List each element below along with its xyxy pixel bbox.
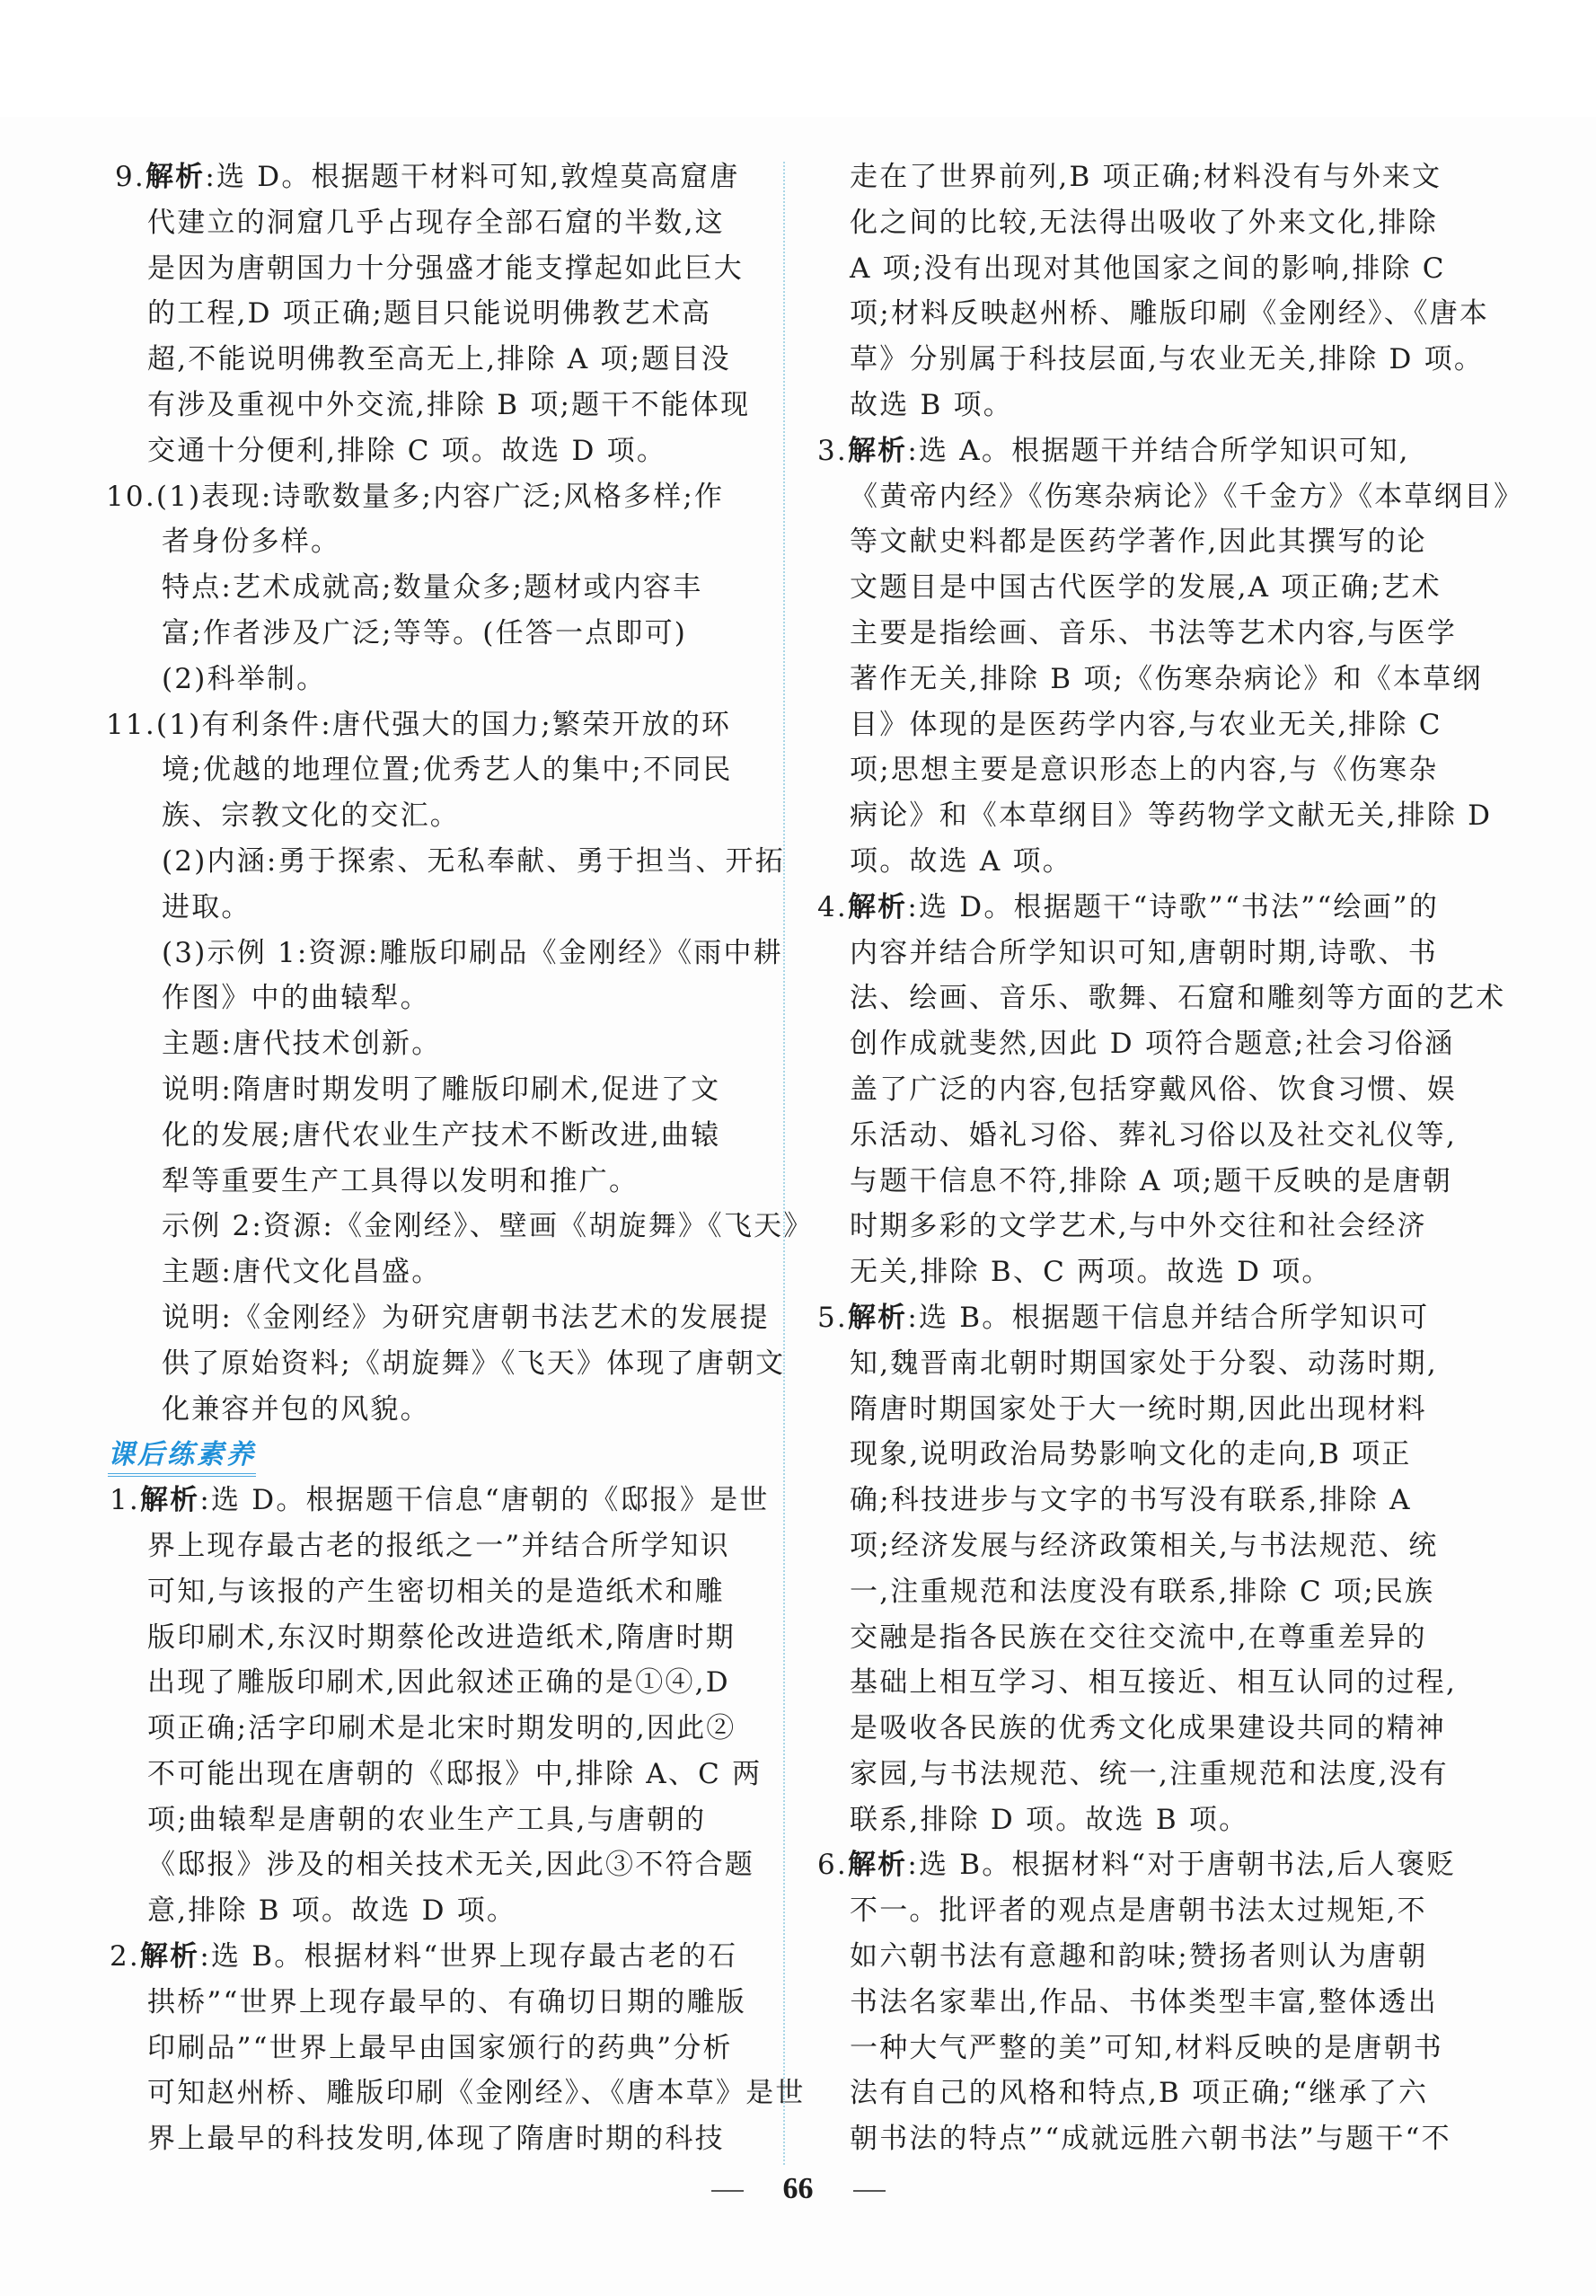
answer-line: 特点:艺术成就高;数量众多;题材或内容丰 [162,571,703,605]
analysis-label: 解析 [139,1484,200,1517]
answer-item-5 [817,1295,1477,1843]
answer-line: 文题目是中国古代医学的发展,A 项正确;艺术 [850,571,1442,605]
answer-line: 3.解析:选 A。根据题干并结合所学知识可知, [817,428,1477,474]
answer-line: 的工程,D 项正确;题目只能说明佛教艺术高 [147,297,712,331]
answer-line: 《邸报》涉及的相关技术无关,因此③不符合题 [147,1849,755,1882]
analysis-label: 解析 [847,890,908,923]
item-number: 1. [110,1484,140,1517]
answer-line: 项正确;活字印刷术是北宋时期发明的,因此② [147,1712,736,1745]
answer-line: 族、宗教文化的交汇。 [162,799,460,833]
answer-line: 走在了世界前列,B 项正确;材料没有与外来文 [850,161,1442,193]
answer-line: 交通十分便利,排除 C 项。故选 D 项。 [147,434,667,467]
answer-line: 9.解析:选 D。根据题干材料可知,敦煌莫高窟唐 [115,155,775,200]
answer-item-2-continuation [817,155,1490,428]
answer-line: 创作成就斐然,因此 D 项符合题意;社会习俗涵 [850,1028,1455,1061]
answer-line: 法有自己的风格和特点,B 项正确;“继承了六 [850,2077,1429,2110]
item-number: 3. [817,434,848,467]
answer-line: 版印刷术,东汉时期蔡伦改进造纸术,隋唐时期 [147,1620,736,1654]
answer-line: 犁等重要生产工具得以发明和推广。 [162,1164,639,1197]
answer-line: 说明:隋唐时期发明了雕版印刷术,促进了文 [162,1073,721,1106]
answer-line: 乐活动、婚礼习俗、葬礼习俗以及社交礼仪等, [850,1118,1458,1152]
answer-line: 等文献史料都是医药学著作,因此其撰写的论 [850,525,1427,559]
answer-line: 知,魏晋南北朝时期国家处于分裂、动荡时期, [850,1347,1438,1380]
answer-line: 作图》中的曲辕犁。 [162,982,430,1015]
answer-line: 代建立的洞窟几乎占现存全部石窟的半数,这 [147,206,725,239]
left-column [106,155,814,2162]
analysis-label: 解析 [847,1849,908,1882]
answer-line: 项;曲辕犁是唐朝的农业生产工具,与唐朝的 [147,1803,707,1836]
answer-line: (2)内涵:勇于探索、无私奉献、勇于担当、开拓 [162,844,785,878]
page-number-footer [0,2172,1596,2206]
answer-line: 盖了广泛的内容,包括穿戴风俗、饮食习惯、娱 [850,1073,1458,1106]
answer-line: 著作无关,排除 B 项;《伤寒杂病论》和《本草纲 [850,662,1483,695]
answer-line: 《黄帝内经》《伤寒杂病论》《千金方》《本草纲目》 [850,480,1524,513]
answer-line: 家园,与书法规范、统一,注重规范和法度,没有 [850,1757,1449,1790]
item-number: 10. [106,480,156,513]
answer-item-1 [110,1478,775,1934]
answer-line: 时期多彩的文学艺术,与中外交往和社会经济 [850,1210,1427,1243]
answer-line: 进取。 [162,890,251,923]
answer-line: 隋唐时期国家处于大一统时期,因此出现材料 [850,1392,1427,1426]
answer-line: 主要是指绘画、音乐、书法等艺术内容,与医学 [850,616,1458,649]
section-heading: 课后练素养 [108,1437,256,1477]
answer-line: 示例 2:资源:《金刚经》、壁画《胡旋舞》《飞天》 [162,1210,814,1243]
item-number: 2. [110,1940,140,1974]
answer-item-9 [115,155,775,474]
answer-line: 化的发展;唐代农业生产技术不断改进,曲辕 [162,1118,721,1152]
answer-line: 4.解析:选 D。根据题干“诗歌”“书法”“绘画”的 [817,885,1477,931]
analysis-label: 解析 [145,161,206,193]
answer-line: 2.解析:选 B。根据材料“世界上现存最古老的石 [110,1934,775,1980]
answer-line: (2)科举制。 [162,662,327,695]
answer-line: 界上现存最古老的报纸之一”并结合所学知识 [147,1529,730,1562]
page-number-dash-right [853,2190,886,2192]
answer-line: 主题:唐代文化昌盛。 [162,1256,442,1289]
answer-line: 项。故选 A 项。 [850,844,1072,878]
answer-line: 印刷品”“世界上最早由国家颁行的药典”分析 [147,2031,733,2064]
answer-line: 联系,排除 D 项。故选 B 项。 [850,1803,1249,1836]
item-number: 9. [115,161,145,193]
page-number: 66 [782,2172,814,2205]
answer-line: 确;科技进步与文字的书写没有联系,排除 A [850,1484,1412,1517]
answer-line: 不一。批评者的观点是唐朝书法太过规矩,不 [850,1894,1427,1928]
answer-line: 目》体现的是医药学内容,与农业无关,排除 C [850,708,1442,741]
answer-line: A 项;没有出现对其他国家之间的影响,排除 C [850,252,1446,285]
answer-item-3 [817,428,1524,885]
answer-line: 草》分别属于科技层面,与农业无关,排除 D 项。 [850,343,1485,376]
answer-line: 1.解析:选 D。根据题干信息“唐朝的《邸报》是世 [110,1478,775,1523]
answer-line: 故选 B 项。 [850,388,1013,421]
answer-line: 现象,说明政治局势影响文化的走向,B 项正 [850,1438,1412,1471]
answer-line: 富;作者涉及广泛;等等。(任答一点即可) [162,616,688,649]
answer-line: 11.(1)有利条件:唐代强大的国力;繁荣开放的环 [106,702,775,748]
answer-line: 与题干信息不符,排除 A 项;题干反映的是唐朝 [850,1164,1452,1197]
answer-line: 无关,排除 B、C 两项。故选 D 项。 [850,1256,1332,1289]
answer-line: 界上最早的科技发明,体现了隋唐时期的科技 [147,2123,725,2156]
item-number: 11. [106,708,156,741]
answer-line: 基础上相互学习、相互接近、相互认同的过程, [850,1666,1458,1700]
answer-line: 化兼容并包的风貌。 [162,1392,430,1426]
answer-line: 境;优越的地理位置;优秀艺人的集中;不同民 [162,754,733,787]
answer-line: 化之间的比较,无法得出吸收了外来文化,排除 [850,206,1438,239]
answer-line: 是吸收各民族的优秀文化成果建设共同的精神 [850,1712,1446,1745]
answer-item-11 [106,702,814,1433]
answer-line: 交融是指各民族在交往交流中,在尊重差异的 [850,1620,1427,1654]
answer-line: 主题:唐代技术创新。 [162,1028,442,1061]
answer-item-4 [817,885,1506,1295]
item-number: 6. [817,1849,848,1882]
answer-line: 意,排除 B 项。故选 D 项。 [147,1894,517,1928]
answer-line: 一种大气严整的美”可知,材料反映的是唐朝书 [850,2031,1443,2064]
answer-line: 朝书法的特点”“成就远胜六朝书法”与题干“不 [850,2123,1451,2156]
answer-line: 是因为唐朝国力十分强盛才能支撑起如此巨大 [147,252,744,285]
column-divider [783,162,785,2165]
answer-line: 有涉及重视中外交流,排除 B 项;题干不能体现 [147,388,751,421]
answer-item-6 [817,1842,1477,2162]
page-number-dash-left [711,2190,744,2192]
answer-line: 5.解析:选 B。根据题干信息并结合所学知识可 [817,1295,1477,1341]
answer-line: 出现了雕版印刷术,因此叙述正确的是①④,D [147,1666,730,1700]
answer-line: 如六朝书法有意趣和韵味;赞扬者则认为唐朝 [850,1940,1428,1974]
answer-line: 项;经济发展与经济政策相关,与书法规范、统 [850,1529,1439,1562]
section-heading-row [108,1432,775,1478]
answer-line: 书法名家辈出,作品、书体类型丰富,整体透出 [850,1985,1438,2018]
answer-line: 可知赵州桥、雕版印刷《金刚经》、《唐本草》是世 [147,2077,806,2110]
answer-line: 不可能出现在唐朝的《邸报》中,排除 A、C 两 [147,1757,763,1790]
answer-line: 项;思想主要是意识形态上的内容,与《伤寒杂 [850,754,1439,787]
item-number: 4. [817,890,848,923]
answer-line: 供了原始资料;《胡旋舞》《飞天》体现了唐朝文 [162,1347,786,1380]
answer-line: 者身份多样。 [162,525,341,559]
item-number: 5. [817,1301,848,1334]
answer-line: 项;材料反映赵州桥、雕版印刷《金刚经》、《唐本 [850,297,1490,331]
answer-line: 病论》和《本草纲目》等药物学文献无关,排除 D [850,799,1493,833]
analysis-label: 解析 [139,1940,200,1974]
answer-item-10 [106,474,775,702]
analysis-label: 解析 [847,1301,908,1334]
right-column [817,155,1524,2162]
answer-line: 内容并结合所学知识可知,唐朝时期,诗歌、书 [850,936,1438,969]
analysis-label: 解析 [847,434,908,467]
answer-line: 法、绘画、音乐、歌舞、石窟和雕刻等方面的艺术 [850,982,1506,1015]
answer-line: 10.(1)表现:诗歌数量多;内容广泛;风格多样;作 [106,474,775,520]
answer-line: 说明:《金刚经》为研究唐朝书法艺术的发展提 [162,1301,770,1334]
answer-line: 拱桥”“世界上现存最早的、有确切日期的雕版 [147,1985,746,2018]
answer-line: (3)示例 1:资源:雕版印刷品《金刚经》《雨中耕 [162,936,783,969]
answer-line: 可知,与该报的产生密切相关的是造纸术和雕 [147,1575,725,1608]
answer-line: 超,不能说明佛教至高无上,排除 A 项;题目没 [147,343,731,376]
answer-item-2 [110,1934,806,2162]
answer-line: 一,注重规范和法度没有联系,排除 C 项;民族 [850,1575,1435,1608]
answer-line: 6.解析:选 B。根据材料“对于唐朝书法,后人褒贬 [817,1842,1477,1888]
